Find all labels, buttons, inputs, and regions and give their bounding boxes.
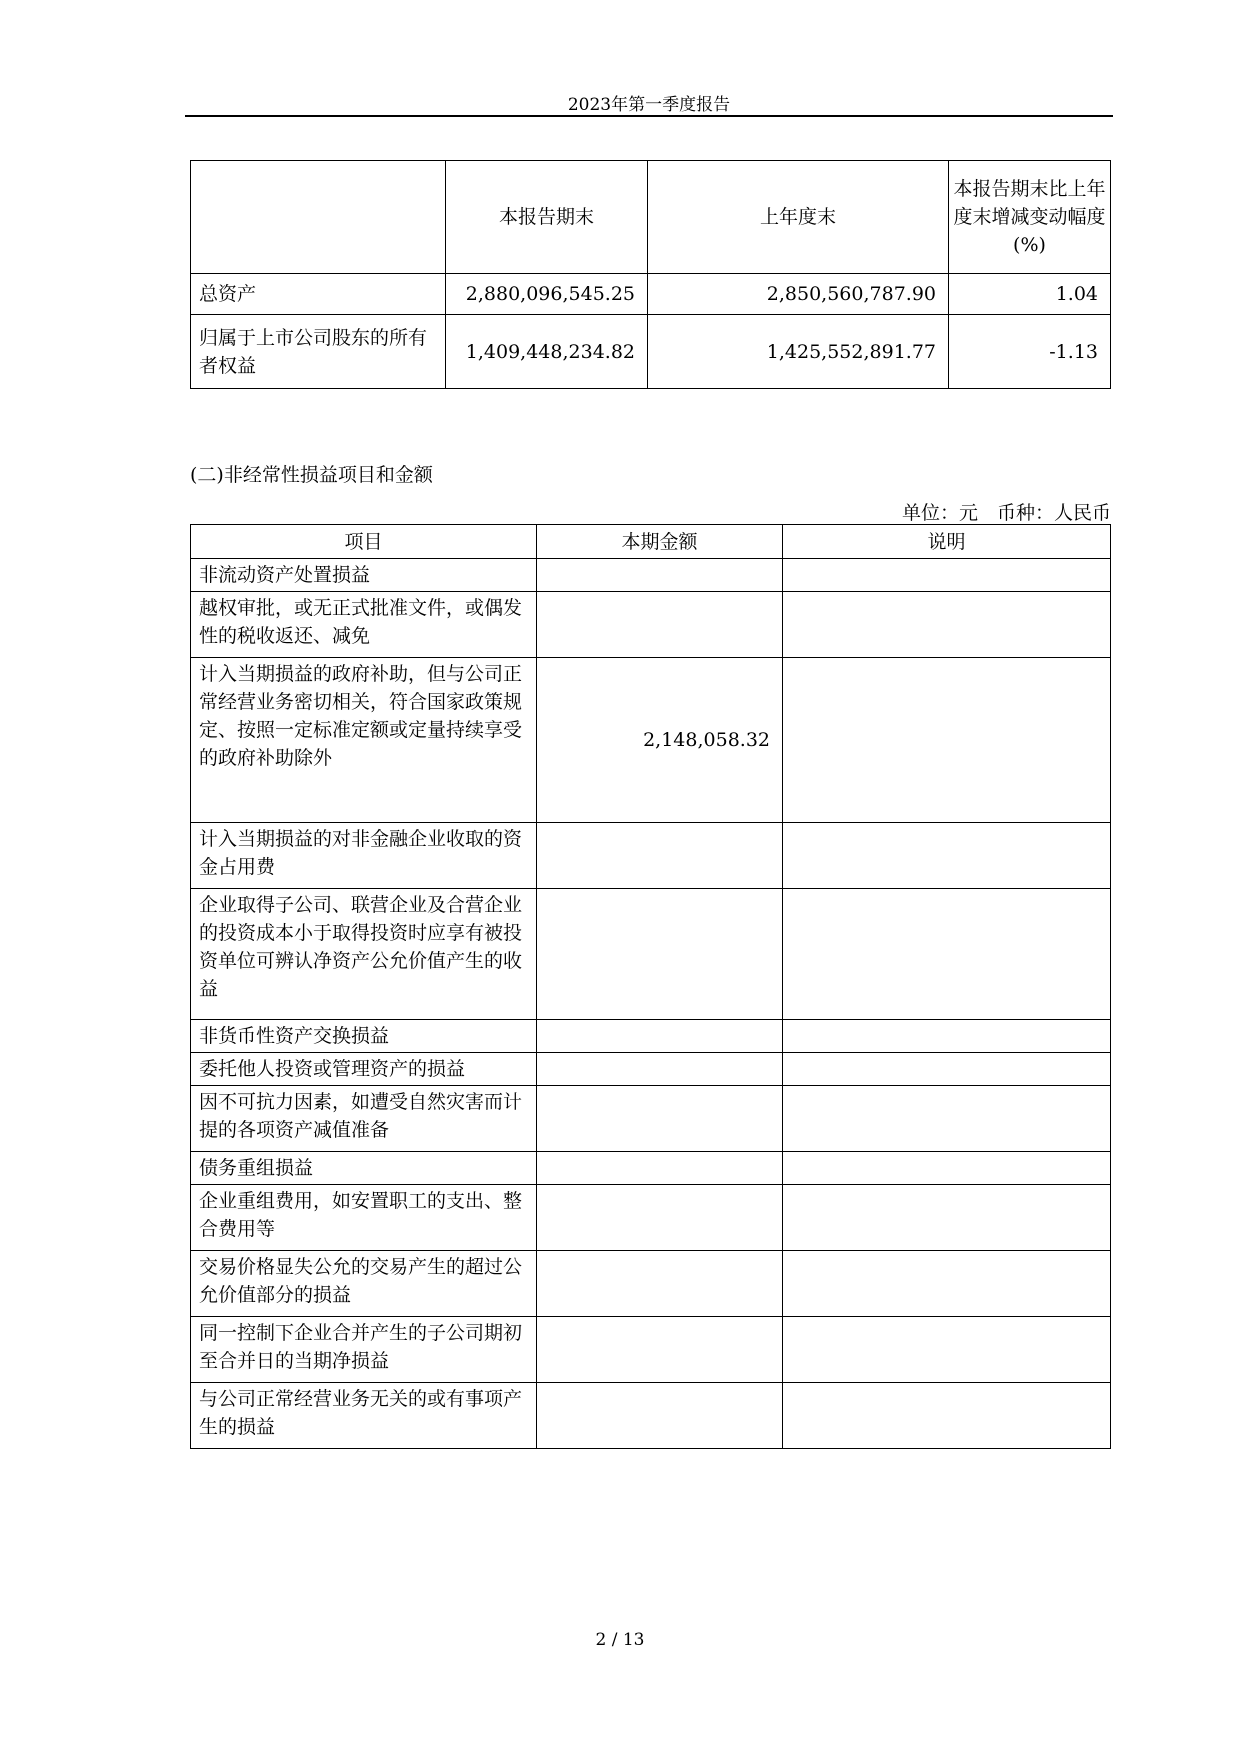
- row-note: [783, 1053, 1111, 1086]
- non-recurring-items-table: [190, 524, 1111, 1449]
- row-amount: [537, 1383, 783, 1449]
- row-item: 计入当期损益的政府补助，但与公司正常经营业务密切相关，符合国家政策规定、按照一定标准定额或定量持续享受的政府补助除外: [191, 658, 537, 823]
- row-note: [783, 823, 1111, 889]
- row-item: 非货币性资产交换损益: [191, 1020, 537, 1053]
- header-divider: [185, 115, 1113, 117]
- row-item: 越权审批，或无正式批准文件，或偶发性的税收返还、减免: [191, 592, 537, 658]
- header-cell-current: 本报告期末: [446, 161, 648, 274]
- table-row: [191, 889, 1111, 1020]
- table-row: [191, 1317, 1111, 1383]
- row-amount: [537, 1317, 783, 1383]
- row-item: 同一控制下企业合并产生的子公司期初至合并日的当期净损益: [191, 1317, 537, 1383]
- row-amount: 2,148,058.32: [537, 658, 783, 823]
- row-label: 归属于上市公司股东的所有者权益: [191, 315, 446, 389]
- balance-summary-table: [190, 160, 1111, 389]
- row-item: 债务重组损益: [191, 1152, 537, 1185]
- section-title: (二)非经常性损益项目和金额: [190, 464, 433, 486]
- row-change: 1.04: [949, 274, 1111, 315]
- table-row: [191, 823, 1111, 889]
- table-header-row: [191, 161, 1111, 274]
- row-previous: 1,425,552,891.77: [648, 315, 949, 389]
- row-note: [783, 1251, 1111, 1317]
- row-current: 1,409,448,234.82: [446, 315, 648, 389]
- row-note: [783, 1152, 1111, 1185]
- header-cell-change: 本报告期末比上年度末增减变动幅度(%): [949, 161, 1111, 274]
- header-cell-amount: 本期金额: [537, 525, 783, 559]
- row-amount: [537, 1152, 783, 1185]
- row-item: 交易价格显失公允的交易产生的超过公允价值部分的损益: [191, 1251, 537, 1317]
- row-amount: [537, 823, 783, 889]
- row-previous: 2,850,560,787.90: [648, 274, 949, 315]
- row-note: [783, 1086, 1111, 1152]
- table-row: [191, 1053, 1111, 1086]
- table-row: [191, 658, 1111, 823]
- header-cell-blank: [191, 161, 446, 274]
- header-cell-previous: 上年度末: [648, 161, 949, 274]
- row-amount: [537, 1185, 783, 1251]
- row-current: 2,880,096,545.25: [446, 274, 648, 315]
- page-number: 2 / 13: [595, 1630, 645, 1650]
- table-row: [191, 1251, 1111, 1317]
- row-note: [783, 1020, 1111, 1053]
- header-cell-note: 说明: [783, 525, 1111, 559]
- table-row: [191, 274, 1111, 315]
- row-label: 总资产: [191, 274, 446, 315]
- unit-currency-note: 单位：元 币种：人民币: [901, 502, 1111, 524]
- row-item: 计入当期损益的对非金融企业收取的资金占用费: [191, 823, 537, 889]
- table-row: [191, 559, 1111, 592]
- table-row: [191, 1383, 1111, 1449]
- row-item: 企业取得子公司、联营企业及合营企业的投资成本小于取得投资时应享有被投资单位可辨认净资产公允价值产生的收益: [191, 889, 537, 1020]
- row-item: 与公司正常经营业务无关的或有事项产生的损益: [191, 1383, 537, 1449]
- row-amount: [537, 1251, 783, 1317]
- row-item: 委托他人投资或管理资产的损益: [191, 1053, 537, 1086]
- row-note: [783, 1185, 1111, 1251]
- table-header-row: [191, 525, 1111, 559]
- table-row: [191, 1086, 1111, 1152]
- row-note: [783, 592, 1111, 658]
- table-row: [191, 1020, 1111, 1053]
- row-item: 非流动资产处置损益: [191, 559, 537, 592]
- row-note: [783, 889, 1111, 1020]
- row-item: 因不可抗力因素，如遭受自然灾害而计提的各项资产减值准备: [191, 1086, 537, 1152]
- header-cell-item: 项目: [191, 525, 537, 559]
- row-amount: [537, 1020, 783, 1053]
- row-note: [783, 559, 1111, 592]
- page-header: 2023年第一季度报告: [567, 95, 731, 115]
- row-amount: [537, 1086, 783, 1152]
- row-amount: [537, 1053, 783, 1086]
- row-amount: [537, 592, 783, 658]
- row-amount: [537, 559, 783, 592]
- row-change: -1.13: [949, 315, 1111, 389]
- table-row: [191, 315, 1111, 389]
- table-row: [191, 1152, 1111, 1185]
- row-note: [783, 658, 1111, 823]
- row-amount: [537, 889, 783, 1020]
- row-item: 企业重组费用，如安置职工的支出、整合费用等: [191, 1185, 537, 1251]
- table-row: [191, 1185, 1111, 1251]
- row-note: [783, 1383, 1111, 1449]
- row-note: [783, 1317, 1111, 1383]
- table-row: [191, 592, 1111, 658]
